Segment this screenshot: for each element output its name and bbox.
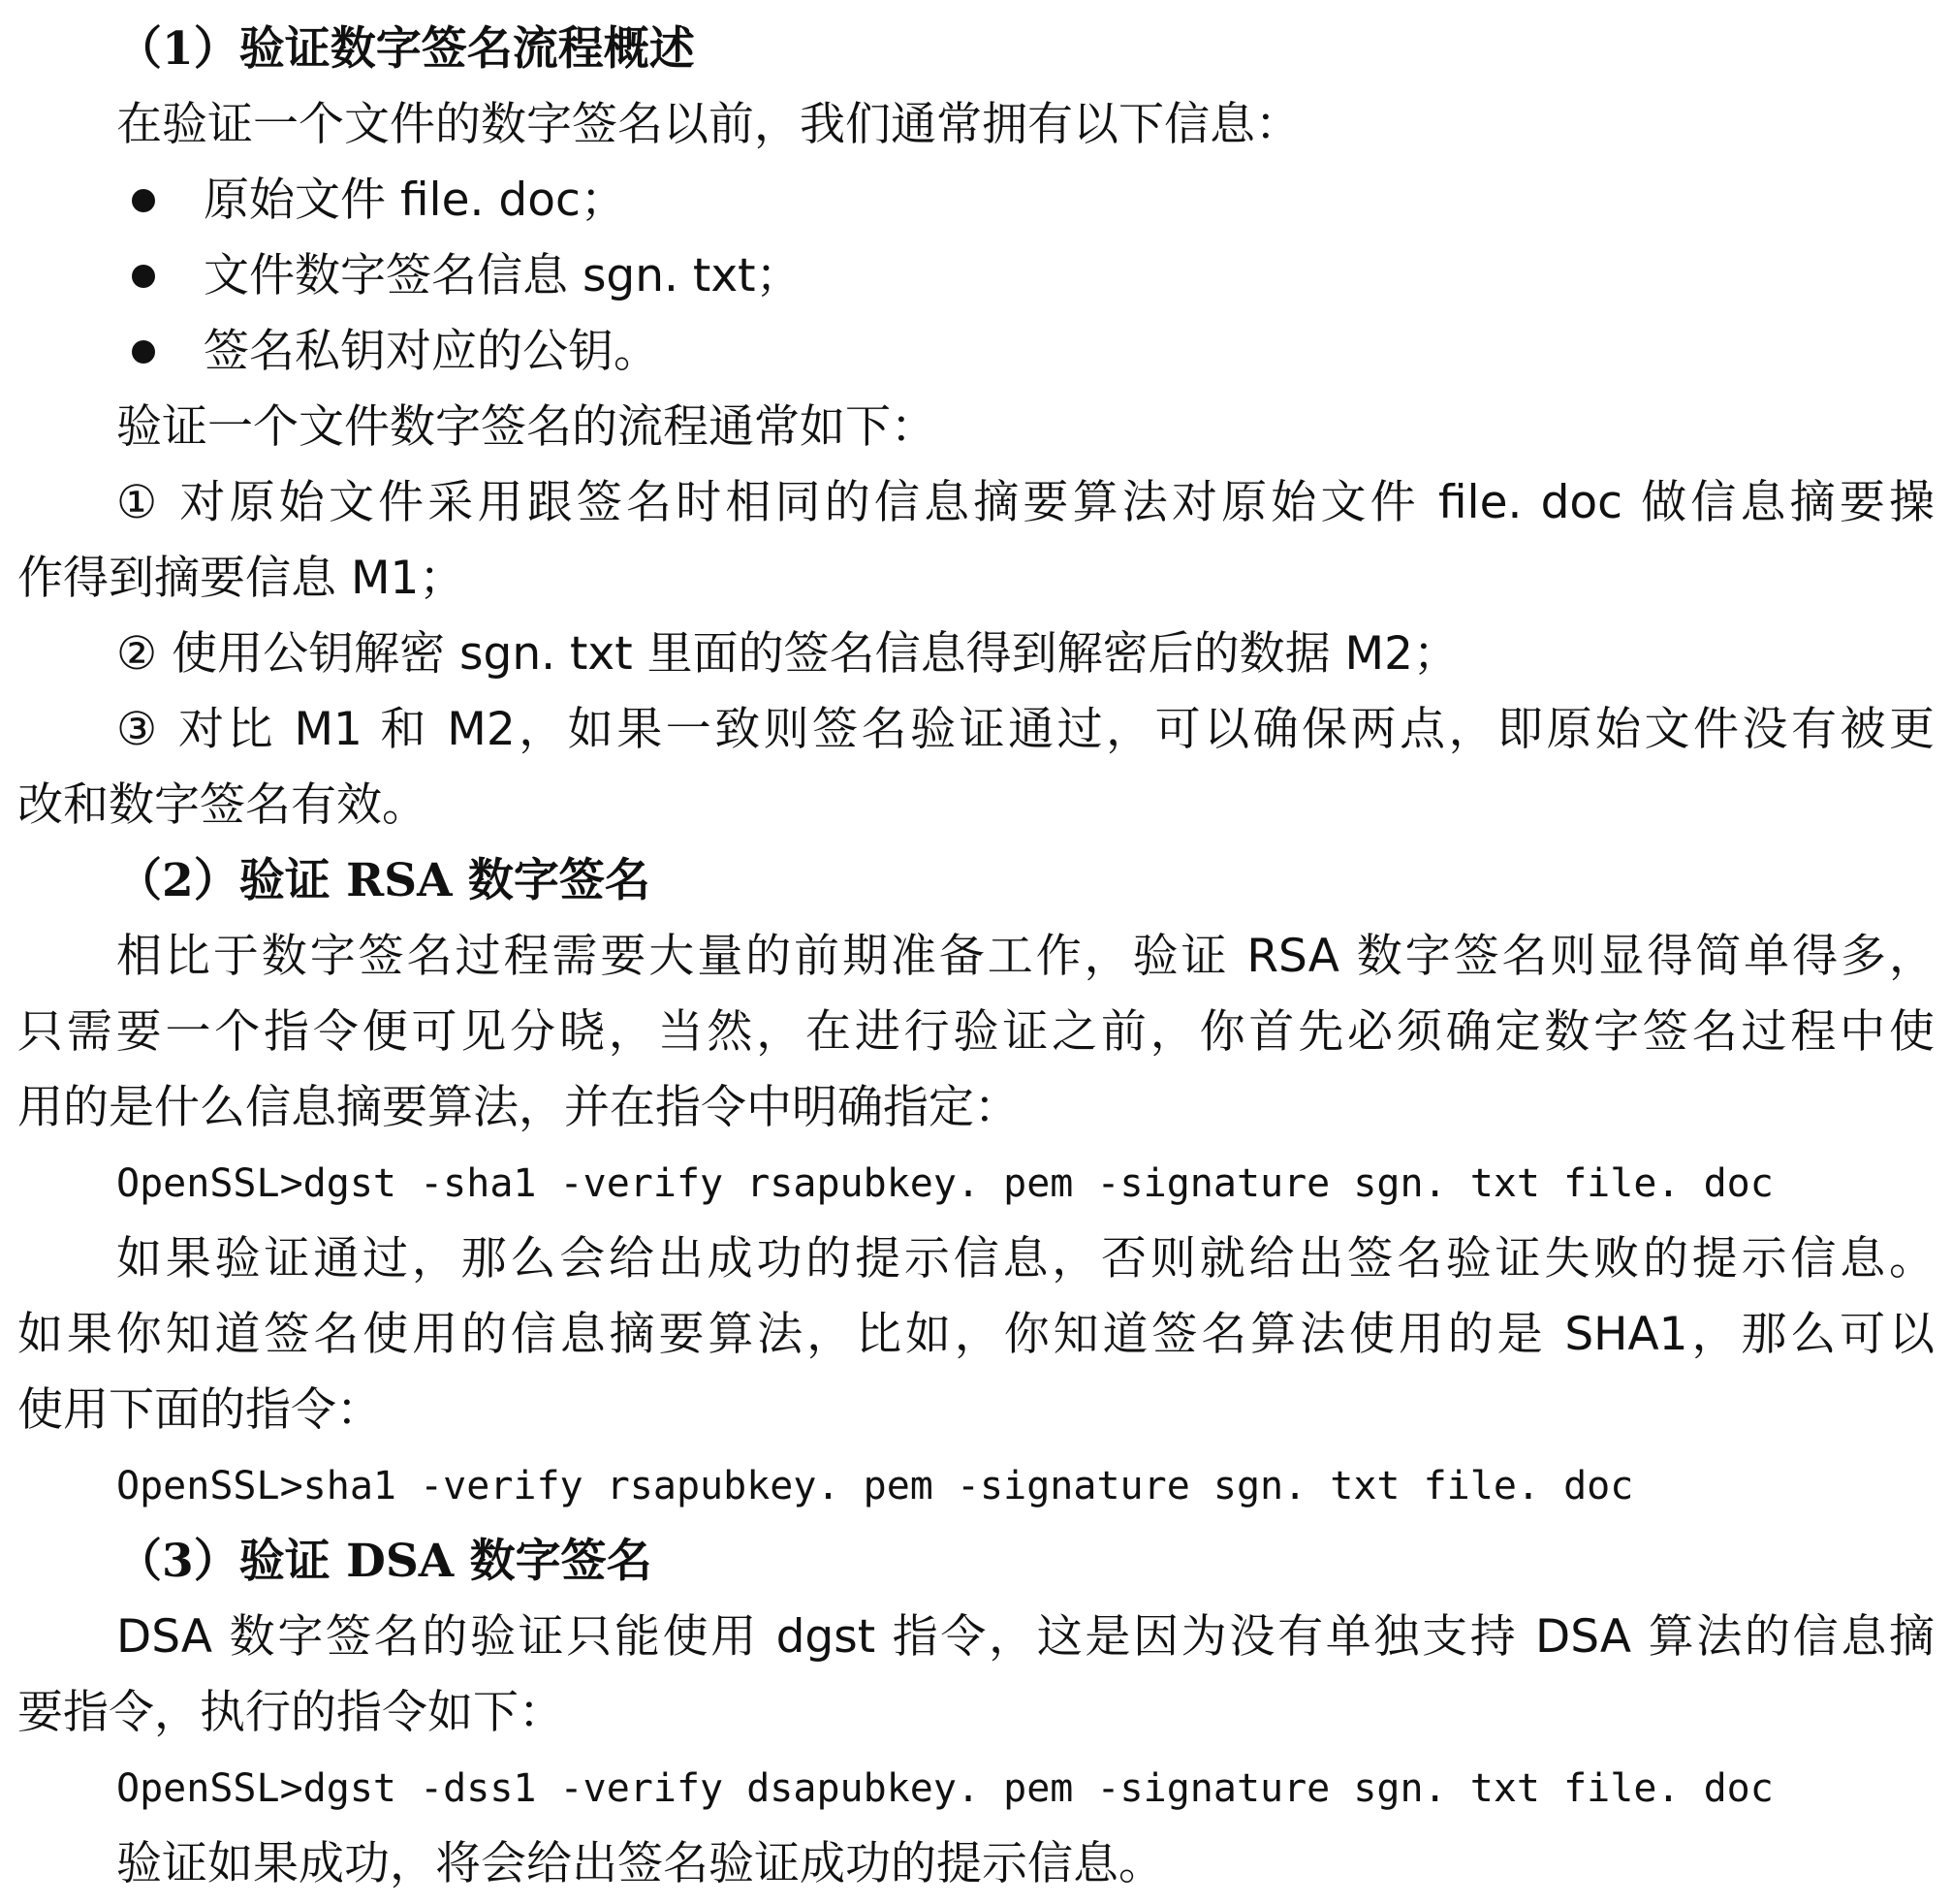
section-1-intro: 在验证一个文件的数字签名以前，我们通常拥有以下信息： (116, 98, 1301, 151)
section-1-heading-number: （1） (116, 22, 239, 76)
bullet-item-original-file (17, 163, 1935, 238)
bullet-text: 文件数字签名信息 sgn. txt； (204, 249, 802, 302)
section-3-heading-number: （3） (116, 1535, 239, 1588)
bullet-text: 原始文件 file. doc； (204, 174, 626, 227)
section-2-para-1-line-1: 相比于数字签名过程需要大量的前期准备工作，验证 RSA 数字签名则显得简单得多， (116, 930, 1935, 983)
step-2: ② 使用公钥解密 sgn. txt 里面的签名信息得到解密后的数据 M2； (116, 627, 1460, 681)
section-3-heading-title: 验证 DSA 数字签名 (238, 1535, 652, 1588)
section-2-heading-title: 验证 RSA 数字签名 (238, 854, 650, 907)
section-3-closing: 验证如果成功，将会给出签名验证成功的提示信息。 (116, 1837, 1164, 1890)
section-2-para-2-line-1: 如果验证通过，那么会给出成功的提示信息，否则就给出签名验证失败的提示信息。 (116, 1232, 1935, 1285)
section-3-para-1-line-1: DSA 数字签名的验证只能使用 dgst 指令，这是因为没有单独支持 DSA 算法的信息摘 (116, 1610, 1935, 1664)
bullet-dot-icon (132, 189, 155, 212)
bullet-text: 签名私钥对应的公钥。 (204, 325, 659, 378)
section-2-para-2-line-2: 如果你知道签名使用的信息摘要算法，比如，你知道签名算法使用的是 SHA1，那么可以 (17, 1308, 1935, 1361)
command-dgst-dss1-verify: OpenSSL>dgst -dss1 -verify dsapubkey. pem -signature sgn. txt file. doc (116, 1766, 1774, 1811)
section-3-para-1-line-2: 要指令，执行的指令如下： (17, 1686, 564, 1739)
step-1-line-1: ① 对原始文件采用跟签名时相同的信息摘要算法对原始文件 file. doc 做信息摘要操 (116, 476, 1935, 529)
bullet-dot-icon (132, 265, 155, 288)
bullet-item-public-key (17, 314, 1935, 390)
section-2-para-1-line-3: 用的是什么信息摘要算法，并在指令中明确指定： (17, 1081, 1020, 1134)
bullet-dot-icon (132, 340, 155, 364)
section-2-heading-number: （2） (116, 854, 239, 907)
step-1-line-2: 作得到摘要信息 M1； (17, 552, 465, 605)
command-dgst-sha1-verify: OpenSSL>dgst -sha1 -verify rsapubkey. pem -signature sgn. txt file. doc (116, 1161, 1774, 1206)
bullet-item-signature-file (17, 238, 1935, 314)
section-1-heading-title: 验证数字签名流程概述 (238, 22, 695, 76)
document-page (17, 12, 1935, 1902)
flow-intro: 验证一个文件数字签名的流程通常如下： (116, 400, 936, 454)
step-3-line-2: 改和数字签名有效。 (17, 778, 427, 832)
section-2-heading (17, 843, 1935, 919)
step-3-line-1: ③ 对比 M1 和 M2，如果一致则签名验证通过，可以确保两点，即原始文件没有被更 (116, 703, 1935, 756)
section-2-para-2-line-3: 使用下面的指令： (17, 1383, 382, 1437)
section-3-heading (17, 1524, 1935, 1600)
section-1-heading (17, 12, 1935, 87)
section-2-para-1-line-2: 只需要一个指令便可见分晓，当然，在进行验证之前，你首先必须确定数字签名过程中使 (17, 1005, 1935, 1059)
command-sha1-verify: OpenSSL>sha1 -verify rsapubkey. pem -signature sgn. txt file. doc (116, 1464, 1634, 1508)
